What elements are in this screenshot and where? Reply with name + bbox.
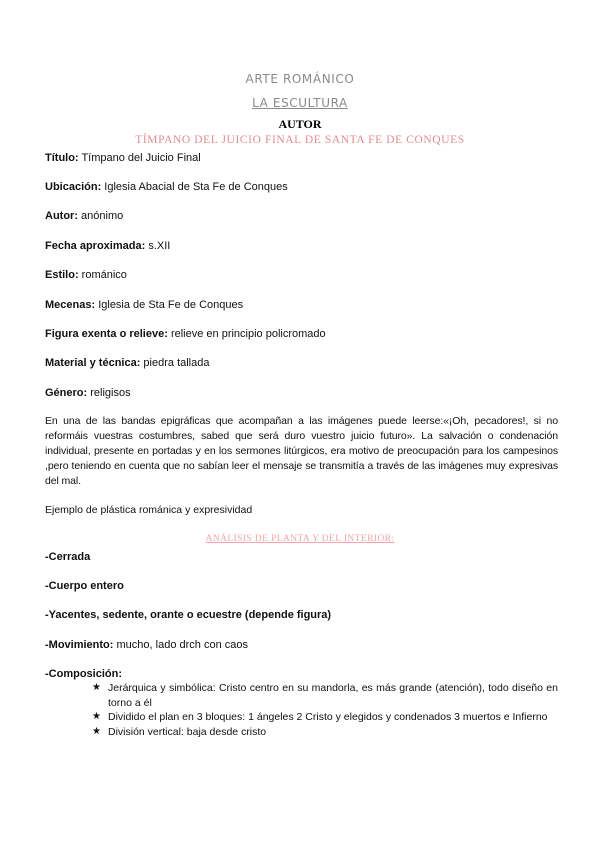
field-label: Ubicación: [45,181,102,193]
field-value: Tímpano del Juicio Final [78,152,201,164]
analysis-cerrada [45,550,560,564]
field-value: religisos [87,387,131,399]
field-label: Título: [45,152,79,164]
field-label: Material y técnica: [45,357,141,369]
black-star-icon: ★ [92,682,101,693]
field-titulo [45,151,560,165]
field-label: Figura exenta o relieve: [45,328,168,340]
list-item-text: Jerárquica y simbólica: Cristo centro en su mandorla, es más grande (atención), todo diseño en torno a él [108,682,558,709]
list-item [92,710,558,725]
header-art-title: ARTE ROMÁNICO [245,72,355,86]
analysis-label: -Composición: [45,668,122,680]
analysis-yacentes [45,608,560,622]
description-paragraph: En una de las bandas epigráficas que acompañan a las imágenes puede leerse:«¡Oh, pecadores!, si no reformáis vuestras costumbres, sabed que será duro vuestro juicio futuro». La salvación o condenación individual, presente en portadas y en los sermones litúrgicos, era motivo de preocupación para los campesinos ,pero teniendo en cuenta que no sabían leer el mensaje se transmitía a través de las imágenes muy expresivas del mal. [45,415,558,487]
autor-heading: AUTOR [278,117,322,131]
field-ubicacion [45,180,560,194]
list-item-text: Dividido el plan en 3 bloques: 1 ángeles 2 Cristo y elegidos y condenados 3 muertos e Infierno [108,711,548,723]
analysis-value: mucho, lado drch con caos [113,639,248,651]
black-star-icon: ★ [92,725,101,737]
field-value: Iglesia de Sta Fe de Conques [95,299,244,311]
example-line: Ejemplo de plástica románica y expresividad [45,504,253,516]
field-value: s.XII [145,240,171,252]
field-estilo [45,268,560,282]
field-genero [45,386,560,400]
black-star-icon: ★ [92,711,101,722]
analysis-composicion [45,667,560,681]
analysis-label: -Cerrada [45,551,91,563]
analysis-label: -Movimiento: [45,639,114,651]
section-title: ANÁLISIS DE PLANTA Y DEL INTERIOR: [205,534,395,544]
analysis-cuerpo [45,579,560,593]
field-value: relieve en principio policromado [167,328,326,340]
field-label: Estilo: [45,269,79,281]
work-title: TÍMPANO DEL JUICIO FINAL DE SANTA FE DE CONQUES [135,134,465,146]
composition-list [92,681,558,739]
analysis-label: -Yacentes, sedente, orante o ecuestre (depende figura) [45,609,332,621]
field-value: anónimo [78,210,124,222]
field-label: Mecenas: [45,299,96,311]
field-fecha [45,239,560,253]
field-value: románico [78,269,127,281]
analysis-label: -Cuerpo entero [45,580,124,592]
field-label: Fecha aproximada: [45,240,146,252]
field-material [45,356,560,370]
list-item [92,681,558,710]
field-autor [45,209,560,223]
field-value: piedra tallada [140,357,210,369]
list-item [92,725,558,740]
field-label: Género: [45,387,88,399]
field-mecenas [45,298,560,312]
field-label: Autor: [45,210,78,222]
analysis-movimiento [45,638,560,652]
header-subtitle: LA ESCULTURA [252,96,348,110]
list-item-text: División vertical: baja desde cristo [108,725,267,738]
field-figura [45,327,560,341]
field-value: Iglesia Abacial de Sta Fe de Conques [101,181,288,193]
